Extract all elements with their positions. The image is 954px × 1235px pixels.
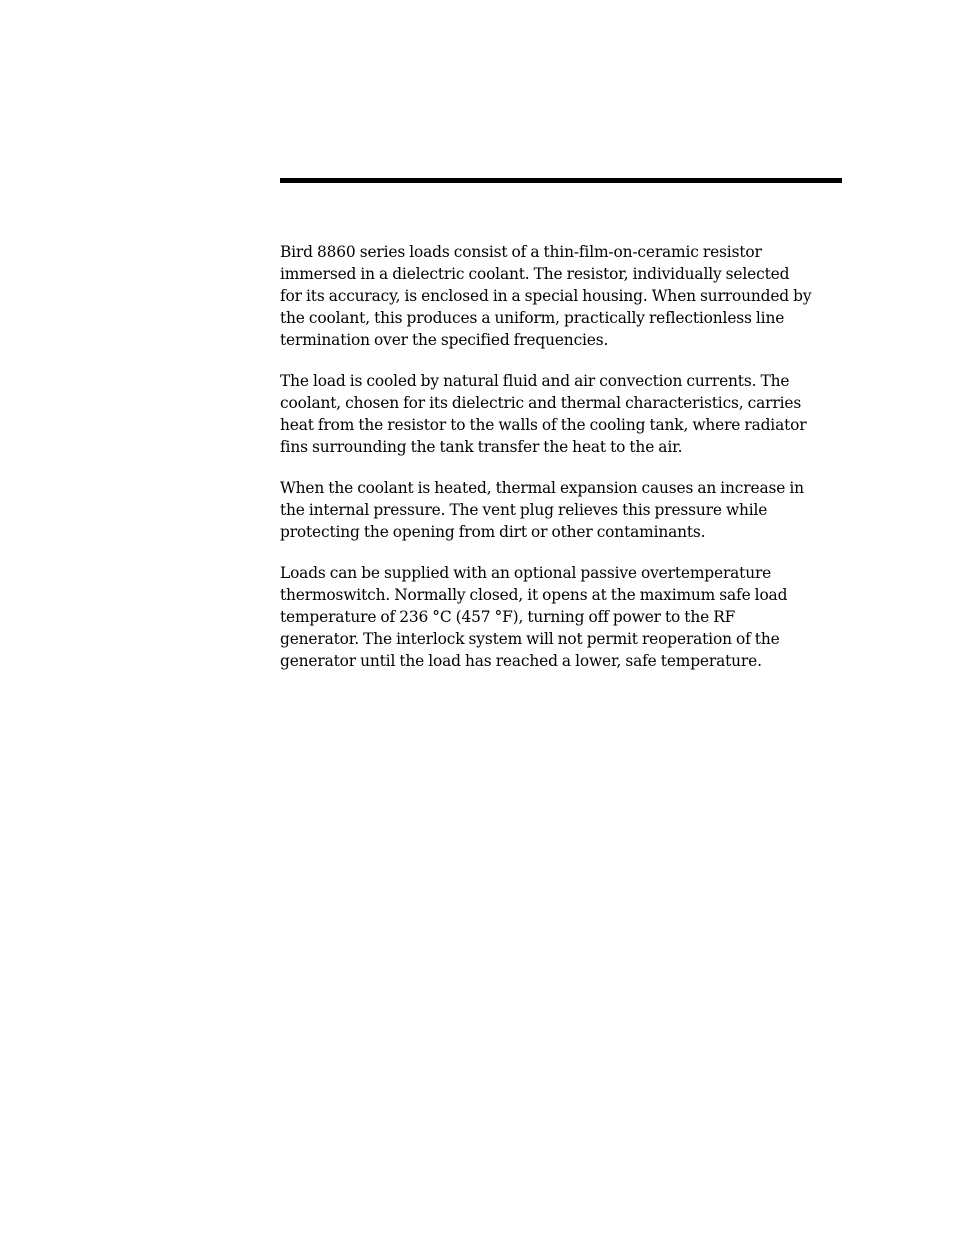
paragraph-cooling: The load is cooled by natural fluid and air convection currents. The coolant, chosen for its dielectric and thermal characteristics, carries heat from the resistor to the walls of the cooling tank, where radiator fins surrounding the tank transfer the heat to the air. — [280, 372, 807, 456]
document-body — [280, 241, 842, 691]
section-top-rule — [280, 178, 842, 183]
paragraph-thermoswitch: Loads can be supplied with an optional passive overtemperature thermoswitch. Normally closed, it opens at the maximum safe load temperature of 236 °C (457 °F), turning off power to the RF generator. The interlock system will not permit reoperation of the generator until the load has reached a lower, safe temperature. — [280, 564, 788, 670]
paragraph-thermal-expansion: When the coolant is heated, thermal expansion causes an increase in the internal pressure. The vent plug relieves this pressure while protecting the opening from dirt or other contaminants. — [280, 479, 804, 541]
paragraph-load-construction: Bird 8860 series loads consist of a thin-film-on-ceramic resistor immersed in a dielectric coolant. The resistor, individually selected for its accuracy, is enclosed in a special housing. When surrounded by the coolant, this produces a uniform, practically reflectionless line termination over the specified frequencies. — [280, 243, 812, 349]
